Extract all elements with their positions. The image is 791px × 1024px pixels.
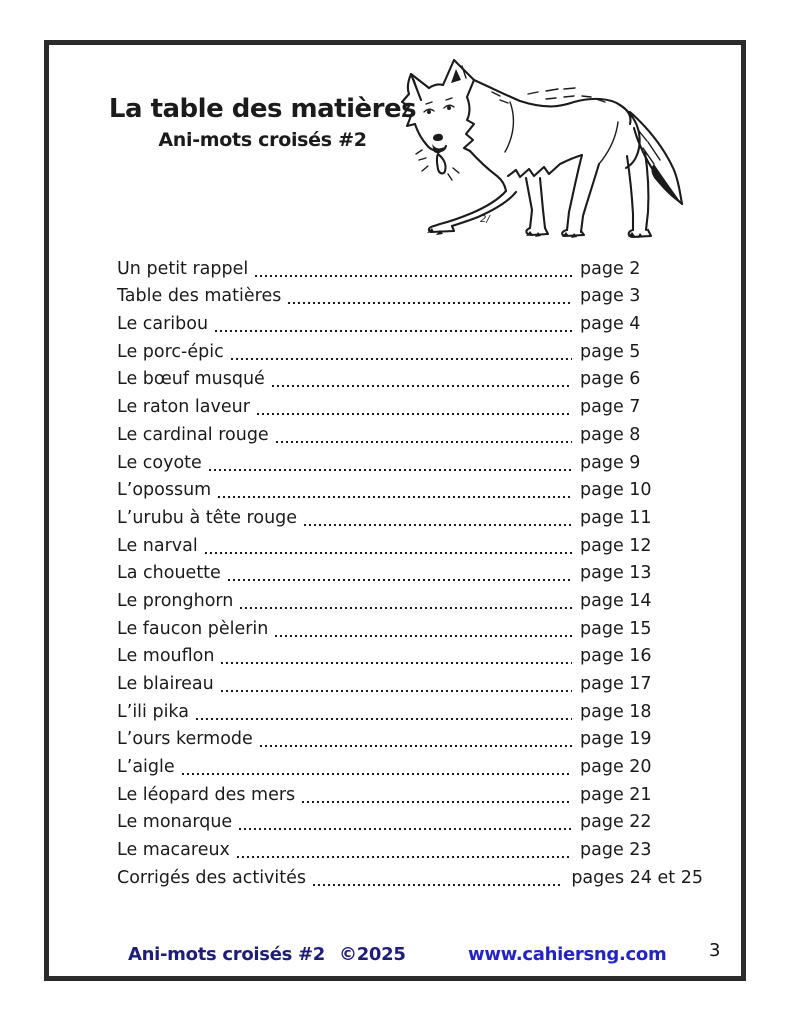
toc-entry-page: page 8 [580,424,641,445]
toc-entry-page: page 19 [580,729,652,750]
toc-entry-page: page 6 [580,369,641,390]
toc-entry-label: Le léopard des mers [117,784,296,805]
toc-entry-label: Un petit rappel [117,258,249,279]
toc-row [117,835,703,863]
dotted-leader [257,413,572,415]
dotted-leader [255,275,572,277]
dotted-leader [272,385,572,387]
toc-entry-page: page 7 [580,397,641,418]
toc-entry-page: page 9 [580,452,641,473]
toc-entry-page: page 11 [580,507,652,528]
toc-entry-label: Le coyote [117,452,202,473]
toc-entry-page: page 22 [580,812,652,833]
toc-entry-label: Le raton laveur [117,397,250,418]
toc-row [117,392,703,420]
toc-entry-label: Le caribou [117,314,209,335]
toc-row [117,863,703,891]
dotted-leader [215,330,572,332]
toc-entry-label: L’opossum [117,480,212,501]
dotted-leader [221,662,572,664]
coyote-illustration [396,52,742,244]
toc-entry-page: page 3 [580,286,641,307]
toc-row [117,642,703,670]
dotted-leader [304,524,572,526]
toc-entry-label: Le macareux [117,840,230,861]
footer-booklet-title: Ani-mots croisés #2 [128,944,325,965]
toc-entry-label: Le bœuf musqué [117,369,265,390]
toc-row [117,282,703,310]
toc-row [117,531,703,559]
toc-entry-page: page 23 [580,840,652,861]
toc-row [117,808,703,836]
dotted-leader [239,828,572,830]
toc-entry-label: Le blaireau [117,674,214,694]
toc-row [117,559,703,587]
toc-entry-page: page 20 [580,757,652,778]
toc-entry-label: Le faucon pèlerin [117,618,269,639]
toc-entry-page: page 4 [580,314,641,335]
toc-entry-label: Le monarque [117,812,233,833]
page-number: 3 [709,940,721,961]
toc-row [117,586,703,614]
dotted-leader [182,773,572,775]
toc-entry-label: L’aigle [117,757,175,778]
dotted-leader [205,552,572,554]
dotted-leader [260,745,572,747]
toc-row [117,337,703,365]
toc-entry-label: Le pronghorn [117,590,234,611]
toc-entry-label: L’ili pika [117,701,189,722]
toc-entry-page: page 12 [580,535,652,556]
toc-entry-label: Le narval [117,535,198,556]
dotted-leader [221,690,572,692]
toc-row [117,669,703,697]
footer-left [128,944,406,965]
toc-row [117,725,703,753]
toc-row [117,476,703,504]
toc-entry-page: page 18 [580,701,652,722]
toc-entry-page: page 2 [580,258,641,279]
toc-row [117,365,703,393]
page-subtitle: Ani-mots croisés #2 [158,129,367,151]
toc-entry-page: page 14 [580,590,652,611]
toc-row [117,448,703,476]
toc-entry-page: page 15 [580,618,652,639]
dotted-leader [228,579,572,581]
dotted-leader [313,884,563,886]
dotted-leader [276,441,572,443]
toc-row [117,420,703,448]
toc-entry-label: Le cardinal rouge [117,424,269,445]
table-of-contents [117,254,703,891]
toc-entry-label: La chouette [117,563,221,584]
toc-row [117,254,703,282]
dotted-leader [209,469,572,471]
footer-website-link[interactable]: www.cahiersng.com [468,944,667,965]
dotted-leader [302,801,572,803]
toc-row [117,697,703,725]
toc-row [117,752,703,780]
page-title: La table des matières [108,94,417,124]
toc-entry-page: page 5 [580,341,641,362]
artist-signature: 2/ [480,214,490,225]
toc-entry-page: page 16 [580,646,652,667]
dotted-leader [237,856,572,858]
toc-entry-label: Corrigés des activités [117,867,307,888]
footer-copyright: ©2025 [339,944,406,965]
toc-row [117,309,703,337]
dotted-leader [288,302,572,304]
toc-entry-page: page 17 [580,674,652,694]
dotted-leader [240,607,572,609]
toc-entry-page: page 10 [580,480,652,501]
dotted-leader [231,358,572,360]
toc-entry-page: page 21 [580,784,652,805]
toc-entry-label: Le mouflon [117,646,215,667]
toc-row [117,503,703,531]
toc-entry-label: Le porc-épic [117,341,224,362]
dotted-leader [218,496,572,498]
dotted-leader [196,718,572,720]
toc-entry-label: Table des matières [117,286,282,307]
toc-entry-page: page 13 [580,563,652,584]
toc-entry-label: L’urubu à tête rouge [117,507,298,528]
toc-row [117,780,703,808]
toc-row [117,614,703,642]
toc-entry-page: pages 24 et 25 [571,867,703,888]
dotted-leader [275,635,572,637]
toc-entry-label: L’ours kermode [117,729,253,750]
